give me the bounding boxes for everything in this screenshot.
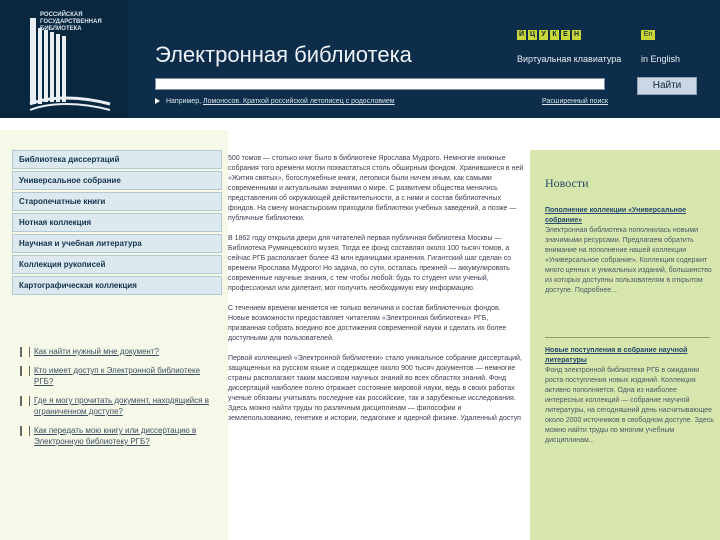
faq-item[interactable] — [20, 425, 216, 447]
arrow-right-icon — [155, 98, 160, 104]
keyboard-key[interactable]: Й — [518, 31, 525, 38]
sidebar-nav — [12, 150, 222, 297]
news-item-text: Фонд электронной библиотеки РГБ в ожидании роста поступления новых изданий. Коллекция активно пополняется. Одна из наиболее интересных коллекций — собрание научной литературы, на сегодняшний день насчитывающее около 2000 источников в свободном доступе. Здесь можно найти труды по многим учебным дисциплинам... — [545, 367, 714, 444]
logo-text: РОССИЙСКАЯ ГОСУДАРСТВЕННАЯ БИБЛИОТЕКА — [40, 12, 102, 32]
example-prefix: Например, — [165, 98, 202, 105]
faq-item-text[interactable]: Где я могу прочитать документ, находящийся в ограниченном доступе? — [34, 396, 209, 416]
virtual-keyboard-link[interactable]: Виртуальная клавиатура — [517, 54, 622, 64]
keyboard-key[interactable]: Н — [573, 31, 580, 38]
faq-item[interactable] — [20, 365, 216, 387]
news-item-title[interactable]: Новые поступления в собрание научной литературы — [545, 347, 688, 364]
book-icon — [20, 396, 30, 406]
main-content — [228, 154, 524, 434]
content-paragraph: В 1862 году открыла двери для читателей первая публичная библиотека Москвы — Библиотека Румянцевского музея. Тогда ее фонд составлял около 100 тысяч томов, а сейчас РГБ располагает более 43 млн единицами хранения. Гигантский шаг сделан со времени Ярослава Мудрого! Но задача, по сути, осталась прежней — аккумулировать современные научные знания, с тем чтобы любой: будь то студент или ученый, профессионал или дилетант, мог получить необходимую ему информацию. — [228, 235, 512, 292]
virtual-keyboard[interactable] — [517, 30, 581, 40]
sidebar-item-old-printed[interactable]: Старопечатные книги — [12, 192, 222, 211]
news-title: Новости — [545, 176, 589, 190]
news-item-text: Электронная библиотека пополнилась новыми значимыми ресурсами. Предлагаем обратить внимание на пополнение нашей коллекции «Универсальное собрание». Коллекция содержит много ценных и уникальных изданий, большинство из которых доступны пользователям в открытом доступе. Подробнее... — [545, 227, 712, 294]
book-icon — [20, 347, 30, 357]
faq-item[interactable] — [20, 346, 216, 357]
faq-item[interactable] — [20, 395, 216, 417]
keyboard-key[interactable]: У — [539, 30, 548, 40]
news-item — [545, 346, 715, 446]
search-button[interactable]: Найти — [637, 77, 697, 95]
english-flag-icon[interactable]: En — [641, 30, 655, 40]
book-icon — [20, 426, 30, 436]
content-paragraph: Первой коллекцией «Электронной библиотеки» стало уникальное собрание диссертаций, защищенных на русском языке и содержащее около 900 тысяч документов — немногие страны располагают таким массивом научных знаний во всех областях знаний. Фонд диссертаций наиболее полно отражает состояние мировой науки, ведь в своих работах ученые обязаны учитывать последние как российские, так и зарубежные исследования. Здесь можно найти труды по различным дисциплинам — философии и землепользованию, генетике и истории, педагогике и ядерной физике. Удаленный доступ — [228, 355, 522, 422]
content-paragraph: С течением времени меняется не только величина и состав библиотечных фондов. Новые возможности предоставляет читателям «Электронная библиотека» РГБ, призванная собрать воедино все достижения современной науки и сделать их более доступными для пользователей. — [228, 305, 507, 342]
advanced-search-link[interactable]: Расширенный поиск — [542, 98, 608, 105]
divider — [545, 337, 710, 338]
search-example — [155, 98, 395, 105]
english-link[interactable]: in English — [641, 54, 681, 64]
sidebar-item-maps[interactable]: Картографическая коллекция — [12, 276, 222, 295]
faq-item-text[interactable]: Кто имеет доступ к Электронной библиотеке РГБ? — [34, 366, 201, 386]
sidebar-item-music[interactable]: Нотная коллекция — [12, 213, 222, 232]
news-item — [545, 206, 715, 296]
keyboard-key[interactable]: Ц — [529, 31, 536, 38]
page-title: Электронная библиотека — [155, 42, 412, 67]
faq-item-text[interactable]: Как найти нужный мне документ? — [34, 347, 159, 356]
sidebar-item-science[interactable]: Научная и учебная литература — [12, 234, 222, 253]
sidebar-item-manuscripts[interactable]: Коллекция рукописей — [12, 255, 222, 274]
news-item-title[interactable]: Пополнение коллекции «Универсальное собрание» — [545, 207, 687, 224]
faq-list — [20, 346, 216, 455]
example-link[interactable]: Ломоносов. Краткой российской летописец с родословием — [203, 98, 395, 105]
content-paragraph: 500 томов — столько книг было в библиотеке Ярослава Мудрого. Немногие книжные собрания того времени могли похвастаться столь обширным фондом. Хранившиеся в ней «Жития святых», богослужебные книги, летописи были ничем иным, как самыми современными и актуальными знаниями о мире. С развитием общества менялись представления об окружающей действительности, а с ними и состав библиотечных фондов. На смену монастырским приходили библиотеки учебных заведений, а позже — публичные библиотеки. — [228, 155, 524, 222]
sidebar-item-dissertations[interactable]: Библиотека диссертаций — [12, 150, 222, 169]
sidebar-item-universal[interactable]: Универсальное собрание — [12, 171, 222, 190]
search-input[interactable] — [155, 78, 605, 90]
logo[interactable] — [0, 0, 128, 118]
header — [0, 0, 720, 118]
keyboard-key[interactable]: К — [550, 30, 559, 40]
keyboard-key[interactable]: Е — [561, 30, 570, 40]
book-icon — [20, 366, 30, 376]
faq-item-text[interactable]: Как передать мою книгу или диссертацию в Электронную библиотеку РГБ? — [34, 426, 197, 446]
